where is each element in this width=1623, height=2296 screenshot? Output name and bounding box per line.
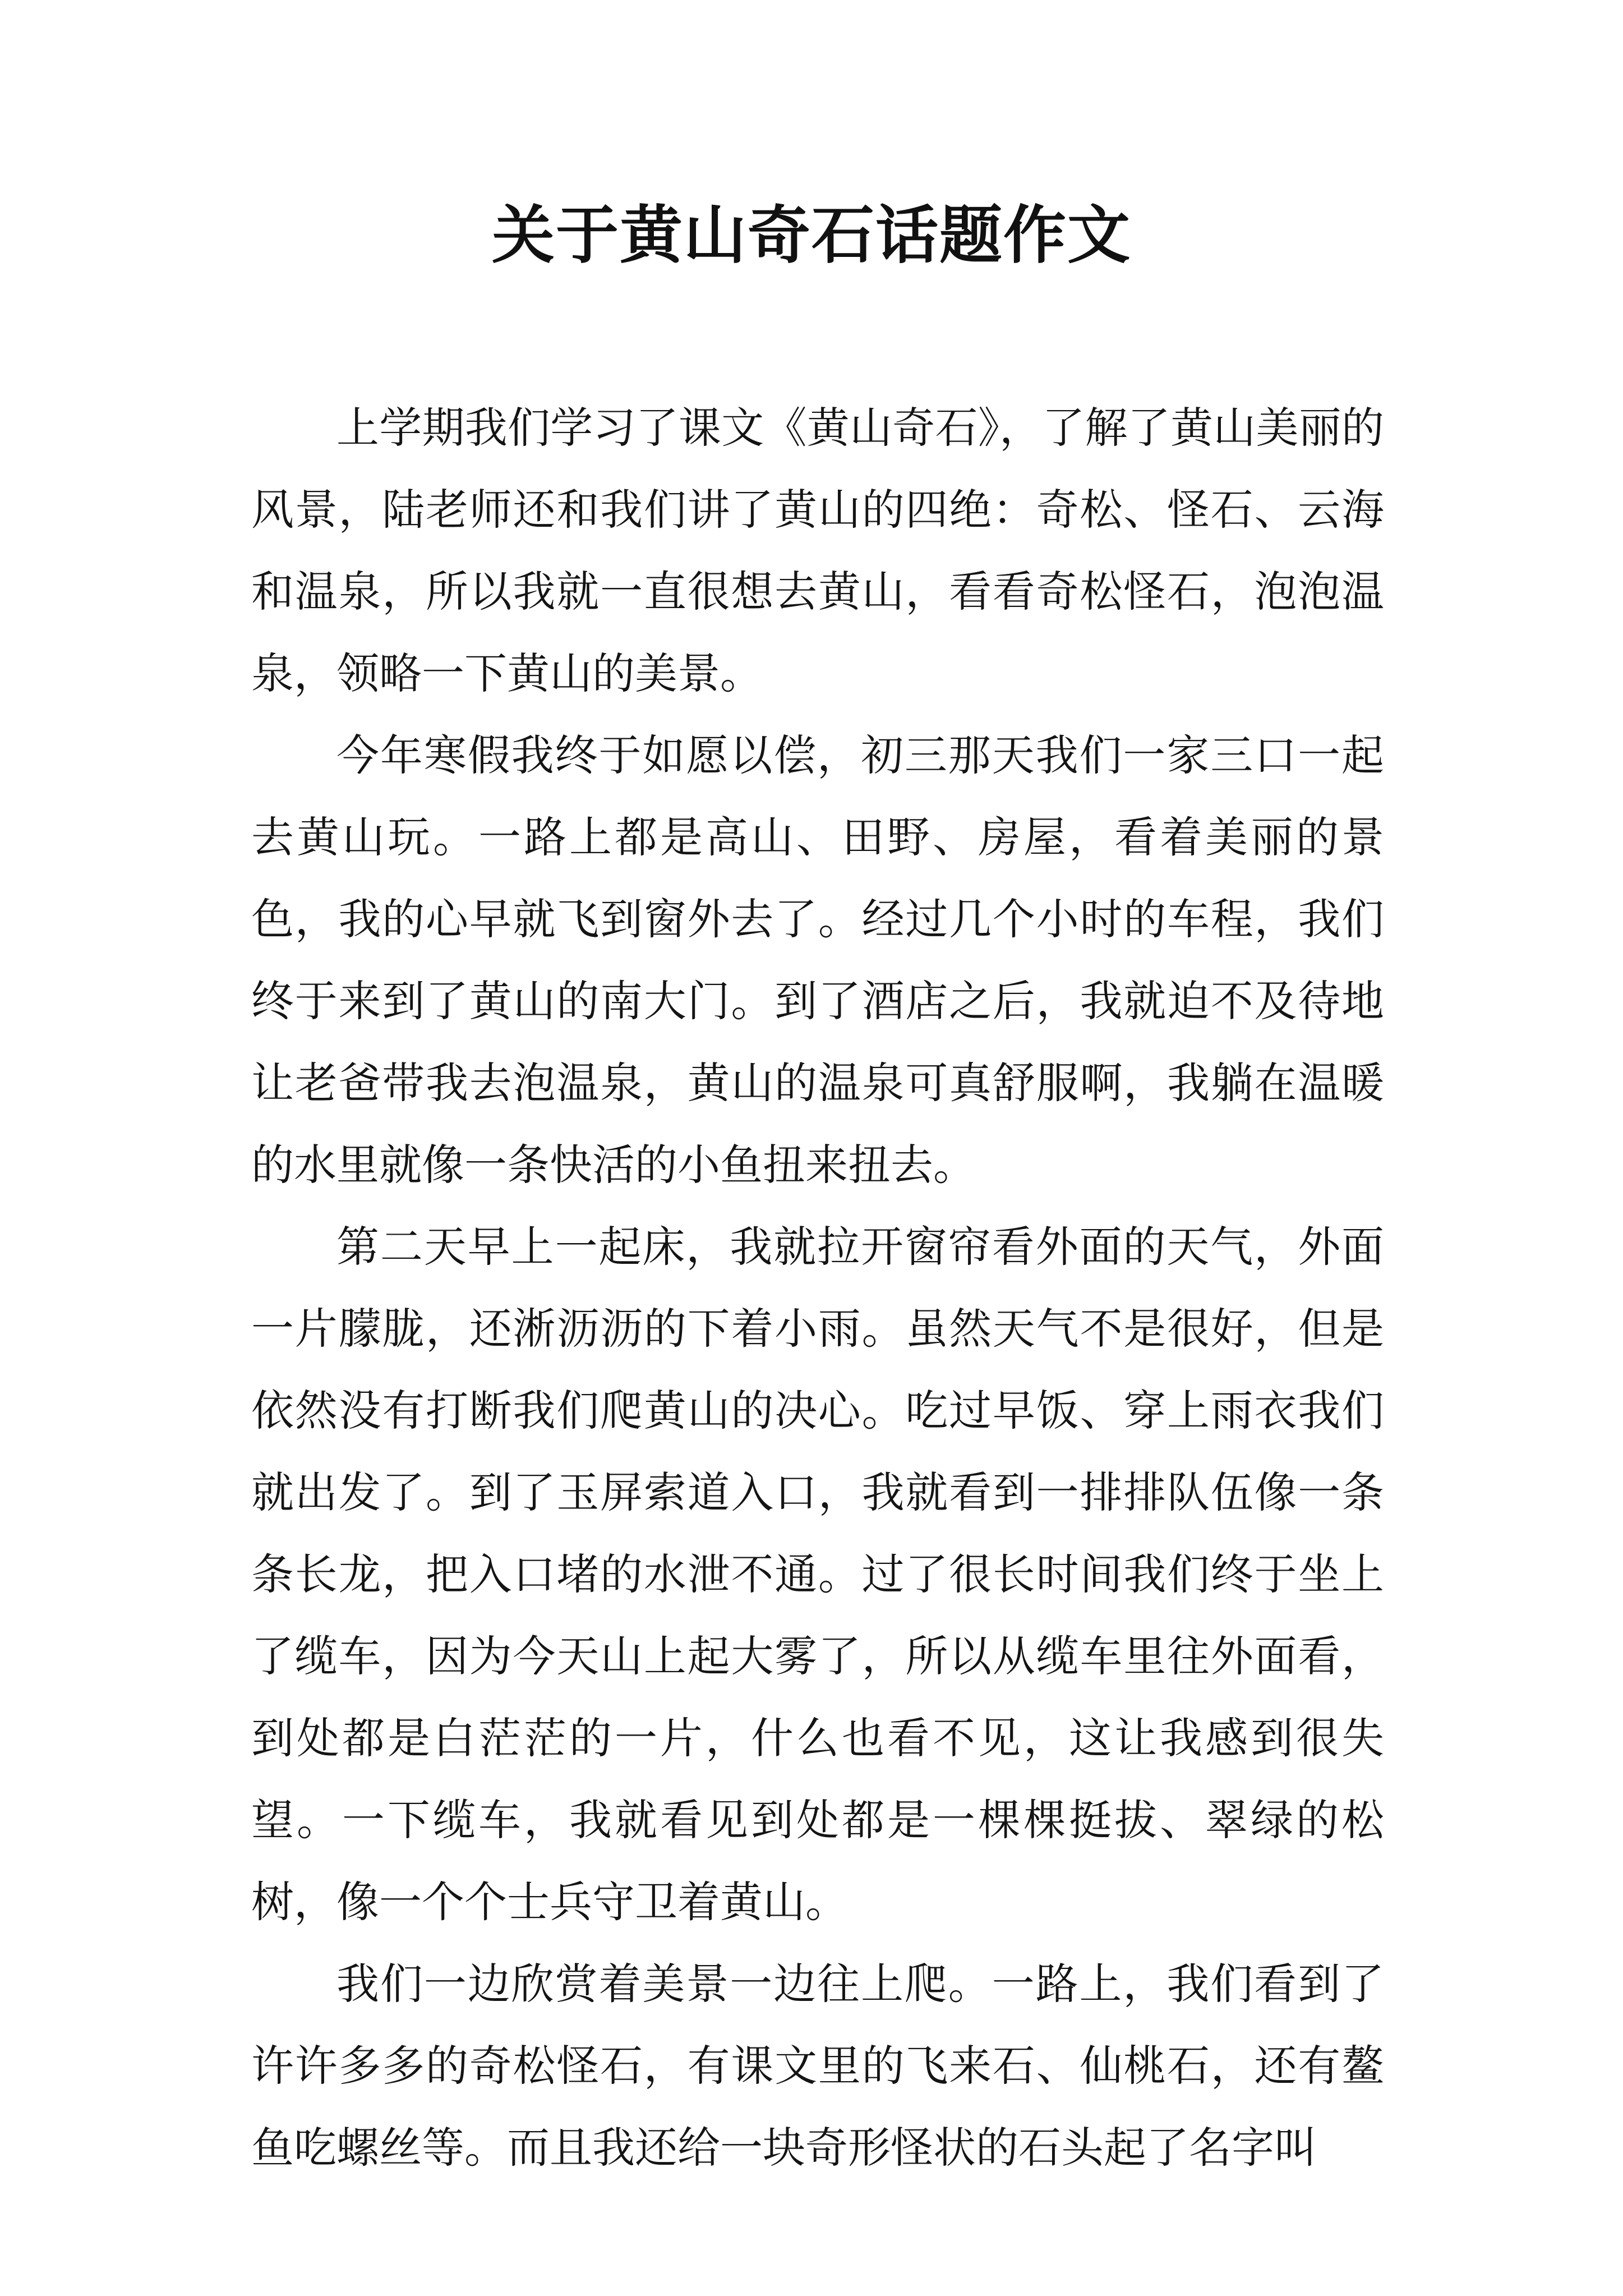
paragraph-2: 今年寒假我终于如愿以偿，初三那天我们一家三口一起去黄山玩。一路上都是高山、田野、房屋，看着美丽的景色，我的心早就飞到窗外去了。经过几个小时的车程，我们终于来到了黄山的南大门。到了酒店之后，我就迫不及待地让老爸带我去泡温泉，黄山的温泉可真舒服啊，我躺在温暖的水里就像一条快活的小鱼扭来扭去。 <box>251 730 1384 1190</box>
paragraph-1: 上学期我们学习了课文《黄山奇石》，了解了黄山美丽的风景，陆老师还和我们讲了黄山的四绝：奇松、怪石、云海和温泉，所以我就一直很想去黄山，看看奇松怪石，泡泡温泉，领略一下黄山的美景。 <box>251 403 1384 698</box>
paragraph-4: 我们一边欣赏着美景一边往上爬。一路上，我们看到了许许多多的奇松怪石，有课文里的飞来石、仙桃石，还有鳌鱼吃螺丝等。而且我还给一块奇形怪状的石头起了名字叫 <box>251 1959 1384 2173</box>
paragraph-3: 第二天早上一起床，我就拉开窗帘看外面的天气，外面一片朦胧，还淅沥沥的下着小雨。虽然天气不是很好，但是依然没有打断我们爬黄山的决心。吃过早饭、穿上雨衣我们就出发了。到了玉屏索道入口，我就看到一排排队伍像一条条长龙，把入口堵的水泄不通。过了很长时间我们终于坐上了缆车，因为今天山上起大雾了，所以从缆车里往外面看，到处都是白茫茫的一片，什么也看不见，这让我感到很失望。一下缆车，我就看见到处都是一棵棵挺拔、翠绿的松树，像一个个士兵守卫着黄山。 <box>251 1222 1384 1927</box>
document-title: 关于黄山奇石话题作文 <box>492 199 1131 272</box>
document-body <box>251 387 1384 2189</box>
